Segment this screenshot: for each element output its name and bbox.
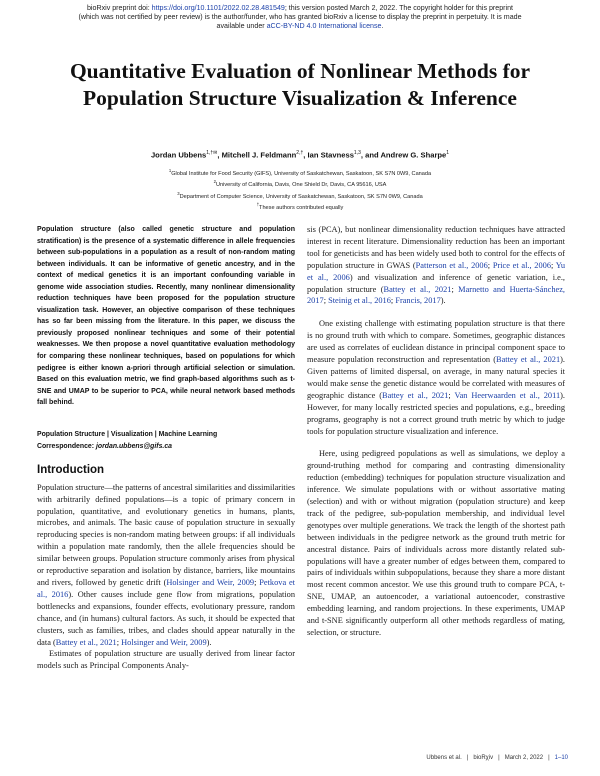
doi-link[interactable]: https://doi.org/10.1101/2022.02.28.481549	[151, 4, 285, 12]
intro-paragraph-2: Estimates of population structure are usually derived from linear factor models such as Principal Components Analy-	[37, 649, 295, 671]
license-link[interactable]: aCC-BY-ND 4.0 International license	[266, 22, 382, 31]
affiliation: $^2$University of California, Davis, One Shield Dr, Davis, CA 95616, USA	[213, 179, 387, 189]
notice-line-1: bioRxiv preprint doi: https://doi.org/10.1101/2022.02.28.481549; this version posted March 2, 2022. The copyright holder for this preprint	[86, 4, 514, 12]
footer-authors: Ubbens et al.	[426, 755, 462, 761]
footer-separator: |	[466, 755, 469, 761]
citation-link[interactable]: Holsinger and Weir, 2009	[121, 637, 207, 647]
abstract: Population structure (also called genetic structure and population stratification) is the presence of a systematic difference in allele frequencies between sub-populations in a population as a result of non-random mating between individuals. It can be informative of genetic ancestry, and in the context of medical genetics it is an important confounding variable in genome wide association studies. Recently, many nonlinear dimensionality reduction techniques have been proposed for the population structure visualization task. However, an objective comparison of these techniques has so far been missing from the literature. In this paper, we discuss the previously proposed nonlinear techniques and some of their potential weaknesses. We then propose a novel quantitative evaluation methodology for comparing these nonlinear techniques, based on populations for which pedigree is either known a-priori through artificial selection or simulation. Based on this evaluation metric, we find graph-based algorithms such as t-SNE and UMAP to be superior to PCA, while neural network based methods fall behind.	[37, 226, 295, 407]
author: Mitchell J. Feldmann	[221, 150, 297, 160]
citation-link[interactable]: Marnetto and Huerta-Sánchez, 2017	[307, 284, 565, 306]
citation-link[interactable]: Yu et al., 2006	[307, 260, 566, 282]
affiliation: $^3$Department of Computer Science, University of Saskatchewan, Saskatoon, SK S7N 0W9, Canada	[177, 190, 423, 200]
citation-link[interactable]: Battey et al., 2021	[55, 637, 117, 647]
citation-link[interactable]: Holsinger and Weir, 2009	[166, 578, 255, 587]
author-sup: 2,†	[296, 150, 304, 156]
author: Ian Stavness	[307, 150, 354, 160]
author: Andrew G. Sharpe	[380, 150, 447, 160]
author-sup: 1,†✉	[206, 150, 218, 156]
citation-link[interactable]: Battey et al., 2021	[383, 284, 452, 294]
correspondence: Correspondence: jordan.ubbens@gifs.ca	[37, 442, 172, 450]
citation-link[interactable]: Steinig et al., 2016	[328, 296, 391, 306]
author-sup: 1,3	[353, 150, 361, 156]
footer-pages: 1–10	[554, 755, 568, 761]
correspondence-email[interactable]: jordan.ubbens@gifs.ca	[95, 442, 172, 450]
intro-paragraph-1: Population structure—the patterns of ancestral similarities and dissimilarities with arbitrarily defined populations—is a topic of primary concern in population, quantitative, and evolutionary genetics in humans, plants, microbes, and animals. The basic cause of population structure in sexually reproducing species is non-random mating between groups: if all individuals within a population mate randomly, then the allele frequencies should be similar between groups. Population structure commonly arises from physical or reproductive separation and isolation by distance, barriers, like mountains and rivers, followed by genetic drift (Holsinger and Weir, 2009; Petkova et al., 2016). Other causes include gene flow from migrations, population bottlenecks and expansions, founder effects, evolutionary pressure, random chance, and (in humans) cultural factors. As such, it should be expected that clusters, such as families, tribes, and clades should appear naturally in the data (Battey et al., 2021; Holsinger and Weir, 2009).	[37, 482, 295, 647]
affiliation: $^1$Global Institute for Food Security (GIFS), University of Saskatchewan, Saskatoon, SK S7N 0W9, Canada	[168, 168, 432, 177]
citation-link[interactable]: Battey et al., 2021	[496, 355, 561, 365]
footer-journal: bioRχiv	[473, 755, 494, 761]
citation-link[interactable]: Price et al., 2006	[492, 260, 551, 270]
author: Jordan Ubbens	[150, 150, 207, 160]
preprint-notice	[0, 4, 600, 32]
notice-line-2: (which was not certified by peer review) is the author/funder, who has granted bioRxiv a license to display the preprint in perpetuity. It is made	[78, 13, 522, 22]
section-heading-introduction: Introduction	[37, 463, 105, 476]
keywords: Population Structure | Visualization | Machine Learning	[37, 430, 218, 438]
citation-link[interactable]: Francis, 2017	[395, 296, 441, 306]
footer-date: March 2, 2022	[504, 755, 544, 761]
citation-link[interactable]: Patterson et al., 2006	[415, 260, 488, 270]
affiliation: †These authors contributed equally	[256, 202, 344, 212]
author-list: Jordan Ubbens$^{1,\dagger✉}$, Mitchell J. Feldmann$^{2,\dagger}$, Ian Stavness$^{1,3}$, and Andrew G. Sharpe$^1$	[150, 150, 450, 160]
footer-separator: |	[498, 755, 500, 761]
right-paragraph-1: sis (PCA), but nonlinear dimensionality reduction techniques have attracted interest in recent literature. Dimensionality reduction has been an important tool for geneticists and has been widely used both to control for the effects of population structure in GWAS (Patterson et al., 2006; Price et al., 2006; Yu et al., 2006) and visualization and inference of genetic variation, i.e., population structure (Battey et al., 2021; Marnetto and Huerta-Sánchez, 2017; Steinig et al., 2016; Francis, 2017).	[307, 225, 566, 306]
affiliations	[0, 167, 600, 213]
notice-line-3: available under aCC-BY-ND 4.0 International license.	[216, 22, 384, 31]
citation-link[interactable]: Battey et al., 2021	[382, 390, 449, 400]
page-footer	[0, 755, 568, 761]
right-column	[307, 224, 565, 639]
footer-separator: |	[548, 755, 550, 761]
author-sup: 1	[446, 150, 450, 156]
citation-link[interactable]: Petkova et al., 2016	[37, 578, 295, 599]
right-paragraph-2: One existing challenge with estimating population structure is that there is no ground truth with which to compare. Sometimes, geographic distances are used as correlates of euclidean distance in principal component space to measure population reconstruction and representation (Battey et al., 2021). Given patterns of limited dispersal, on average, in many natural species it would make sense the genetic distance would be correlated with measures of geographic distance (Battey et al., 2021; Van Heerwaarden et al., 2011). However, for many locally restricted species and populations, e.g., breeding programs, geography is not a correct ground truth metric by which to judge tools for population structure visualization and inference.	[307, 319, 565, 436]
right-paragraph-3: Here, using pedigreed populations as well as simulations, we deploy a ground-truthing method for comparing and contrasting dimensionality reduction (embedding) techniques for population structure visualization and inference. We simulate populations with or without assortative mating (selection) and with or without migration (population structure) and keep track of the pedigree, sub-population membership, and individual level genotypes over multiple generations. We track the length of the shortest path between individuals in the pedigree network as the ground truth metric for ancestral distance. Pairs of individuals across more distantly related sub-populations will have a greater number of edges between them, compared to pairs of individuals within subpopulations, because they share a more distant most recent common ancestor. We use this ground truth to compare PCA, t-SNE, UMAP, an autoencoder, a variational autoencoder, constrastive embedding learning, and random projections. In these experiments, UMAP and t-SNE significantly outperform all other methods regardless of mating, selection, or structure.	[307, 449, 565, 637]
paper-title: Quantitative Evaluation of Nonlinear Methods for Population Structure Visualization & Inference	[69, 59, 531, 110]
citation-link[interactable]: Van Heerwaarden et al., 2011	[454, 390, 561, 400]
left-column	[37, 224, 295, 672]
